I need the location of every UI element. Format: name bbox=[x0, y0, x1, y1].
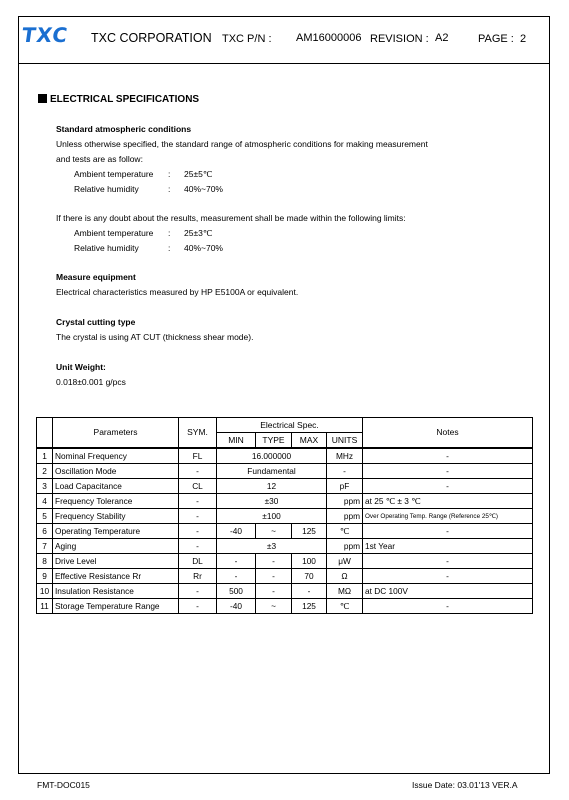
humidity-label: Relative humidity bbox=[74, 184, 139, 194]
row-number: 4 bbox=[37, 494, 53, 509]
atmospheric-title: Standard atmospheric conditions bbox=[56, 124, 192, 134]
row-min: - bbox=[217, 554, 256, 569]
row-number: 6 bbox=[37, 524, 53, 539]
row-parameter: Load Capacitance bbox=[53, 479, 179, 494]
row-symbol: - bbox=[179, 494, 217, 509]
page-label: PAGE : bbox=[478, 33, 514, 45]
row-notes: - bbox=[363, 464, 533, 479]
row-symbol: - bbox=[179, 584, 217, 599]
row-spec-value: Fundamental bbox=[217, 464, 327, 479]
row-number: 10 bbox=[37, 584, 53, 599]
atmospheric-line1: Unless otherwise specified, the standard range of atmospheric conditions for making measurement bbox=[56, 139, 428, 149]
colon: : bbox=[168, 169, 171, 179]
row-type: ~ bbox=[256, 524, 292, 539]
row-units: ℃ bbox=[327, 599, 363, 614]
colon: : bbox=[168, 228, 171, 238]
row-number: 8 bbox=[37, 554, 53, 569]
row-units: ℃ bbox=[327, 524, 363, 539]
header-no bbox=[37, 418, 53, 449]
row-parameter: Oscillation Mode bbox=[53, 464, 179, 479]
row-parameter: Storage Temperature Range bbox=[53, 599, 179, 614]
electrical-spec-table bbox=[36, 417, 533, 614]
row-notes: Over Operating Temp. Range (Reference 25℃) bbox=[363, 509, 533, 524]
revision-value: A2 bbox=[435, 32, 449, 44]
footer-doc-id: FMT-DOC015 bbox=[37, 780, 90, 790]
row-units: MHz bbox=[327, 448, 363, 464]
header-notes: Notes bbox=[363, 418, 533, 449]
row-parameter: Nominal Frequency bbox=[53, 448, 179, 464]
row-notes: 1st Year bbox=[363, 539, 533, 554]
row-symbol: - bbox=[179, 599, 217, 614]
table-row bbox=[37, 599, 533, 614]
crystal-title: Crystal cutting type bbox=[56, 317, 136, 327]
row-symbol: FL bbox=[179, 448, 217, 464]
row-units: ppm bbox=[327, 494, 363, 509]
row-min: 500 bbox=[217, 584, 256, 599]
row-max: 100 bbox=[292, 554, 327, 569]
row-number: 1 bbox=[37, 448, 53, 464]
section-title bbox=[38, 94, 199, 105]
row-max: - bbox=[292, 584, 327, 599]
row-units: Ω bbox=[327, 569, 363, 584]
humidity-value: 40%~70% bbox=[184, 184, 223, 194]
weight-value: 0.018±0.001 g/pcs bbox=[56, 377, 126, 387]
table-row bbox=[37, 464, 533, 479]
table-row bbox=[37, 554, 533, 569]
row-max: 125 bbox=[292, 524, 327, 539]
humidity-limit-value: 40%~70% bbox=[184, 243, 223, 253]
doubt-line: If there is any doubt about the results, measurement shall be made within the following limits: bbox=[56, 213, 406, 223]
row-parameter: Drive Level bbox=[53, 554, 179, 569]
measure-title: Measure equipment bbox=[56, 272, 136, 282]
header-electrical-spec: Electrical Spec. bbox=[217, 418, 363, 433]
company-logo: TXC bbox=[20, 23, 70, 47]
row-parameter: Operating Temperature bbox=[53, 524, 179, 539]
table-row bbox=[37, 539, 533, 554]
part-number-label: TXC P/N : bbox=[222, 33, 272, 45]
row-type: - bbox=[256, 569, 292, 584]
part-number-value: AM16000006 bbox=[296, 32, 362, 44]
header-type: TYPE bbox=[256, 433, 292, 449]
weight-title: Unit Weight: bbox=[56, 362, 106, 372]
crystal-text: The crystal is using AT CUT (thickness shear mode). bbox=[56, 332, 254, 342]
row-notes: - bbox=[363, 479, 533, 494]
row-symbol: Rr bbox=[179, 569, 217, 584]
header-max: MAX bbox=[292, 433, 327, 449]
row-spec-value: 12 bbox=[217, 479, 327, 494]
header-min: MIN bbox=[217, 433, 256, 449]
row-symbol: CL bbox=[179, 479, 217, 494]
table-row bbox=[37, 569, 533, 584]
row-spec-value: ±3 bbox=[217, 539, 327, 554]
table-row bbox=[37, 509, 533, 524]
ambient-temp-value: 25±5℃ bbox=[184, 169, 213, 179]
row-type: - bbox=[256, 554, 292, 569]
table-row bbox=[37, 448, 533, 464]
footer-issue-date: Issue Date: 03.01'13 VER.A bbox=[412, 780, 518, 790]
row-number: 11 bbox=[37, 599, 53, 614]
row-notes: - bbox=[363, 569, 533, 584]
row-notes: - bbox=[363, 448, 533, 464]
row-units: MΩ bbox=[327, 584, 363, 599]
document-header bbox=[18, 16, 550, 64]
table-row bbox=[37, 494, 533, 509]
humidity-label: Relative humidity bbox=[74, 243, 139, 253]
row-symbol: - bbox=[179, 539, 217, 554]
row-parameter: Insulation Resistance bbox=[53, 584, 179, 599]
company-name: TXC CORPORATION bbox=[91, 31, 212, 45]
row-spec-value: 16.000000 bbox=[217, 448, 327, 464]
colon: : bbox=[168, 243, 171, 253]
row-notes: - bbox=[363, 554, 533, 569]
row-symbol: - bbox=[179, 509, 217, 524]
atmospheric-line2: and tests are as follow: bbox=[56, 154, 143, 164]
row-parameter: Frequency Tolerance bbox=[53, 494, 179, 509]
table-row bbox=[37, 479, 533, 494]
row-number: 5 bbox=[37, 509, 53, 524]
row-number: 2 bbox=[37, 464, 53, 479]
row-type: ~ bbox=[256, 599, 292, 614]
row-spec-value: ±100 bbox=[217, 509, 327, 524]
ambient-temp-label: Ambient temperature bbox=[74, 169, 154, 179]
row-number: 3 bbox=[37, 479, 53, 494]
square-bullet-icon bbox=[38, 94, 47, 103]
header-units: UNITS bbox=[327, 433, 363, 449]
ambient-temp-limit-value: 25±3℃ bbox=[184, 228, 213, 238]
row-units: μW bbox=[327, 554, 363, 569]
revision-label: REVISION : bbox=[370, 33, 429, 45]
section-title-text: ELECTRICAL SPECIFICATIONS bbox=[50, 94, 200, 105]
row-number: 9 bbox=[37, 569, 53, 584]
page-number: 2 bbox=[520, 33, 527, 45]
row-max: 125 bbox=[292, 599, 327, 614]
row-notes: at 25 ℃ ± 3 ℃ bbox=[363, 494, 533, 509]
row-units: pF bbox=[327, 479, 363, 494]
row-symbol: DL bbox=[179, 554, 217, 569]
row-units: ppm bbox=[327, 509, 363, 524]
row-max: 70 bbox=[292, 569, 327, 584]
ambient-temp-label: Ambient temperature bbox=[74, 228, 154, 238]
row-symbol: - bbox=[179, 464, 217, 479]
colon: : bbox=[168, 184, 171, 194]
row-units: - bbox=[327, 464, 363, 479]
row-parameter: Frequency Stability bbox=[53, 509, 179, 524]
row-notes: - bbox=[363, 599, 533, 614]
row-min: -40 bbox=[217, 599, 256, 614]
row-type: - bbox=[256, 584, 292, 599]
table-row bbox=[37, 524, 533, 539]
row-min: -40 bbox=[217, 524, 256, 539]
row-parameter: Effective Resistance Rr bbox=[53, 569, 179, 584]
header-parameters: Parameters bbox=[53, 418, 179, 449]
header-sym: SYM. bbox=[179, 418, 217, 449]
row-notes: - bbox=[363, 524, 533, 539]
row-notes: at DC 100V bbox=[363, 584, 533, 599]
row-min: - bbox=[217, 569, 256, 584]
measure-text: Electrical characteristics measured by HP E5100A or equivalent. bbox=[56, 287, 299, 297]
row-parameter: Aging bbox=[53, 539, 179, 554]
row-units: ppm bbox=[327, 539, 363, 554]
row-symbol: - bbox=[179, 524, 217, 539]
table-row bbox=[37, 584, 533, 599]
row-spec-value: ±30 bbox=[217, 494, 327, 509]
row-number: 7 bbox=[37, 539, 53, 554]
